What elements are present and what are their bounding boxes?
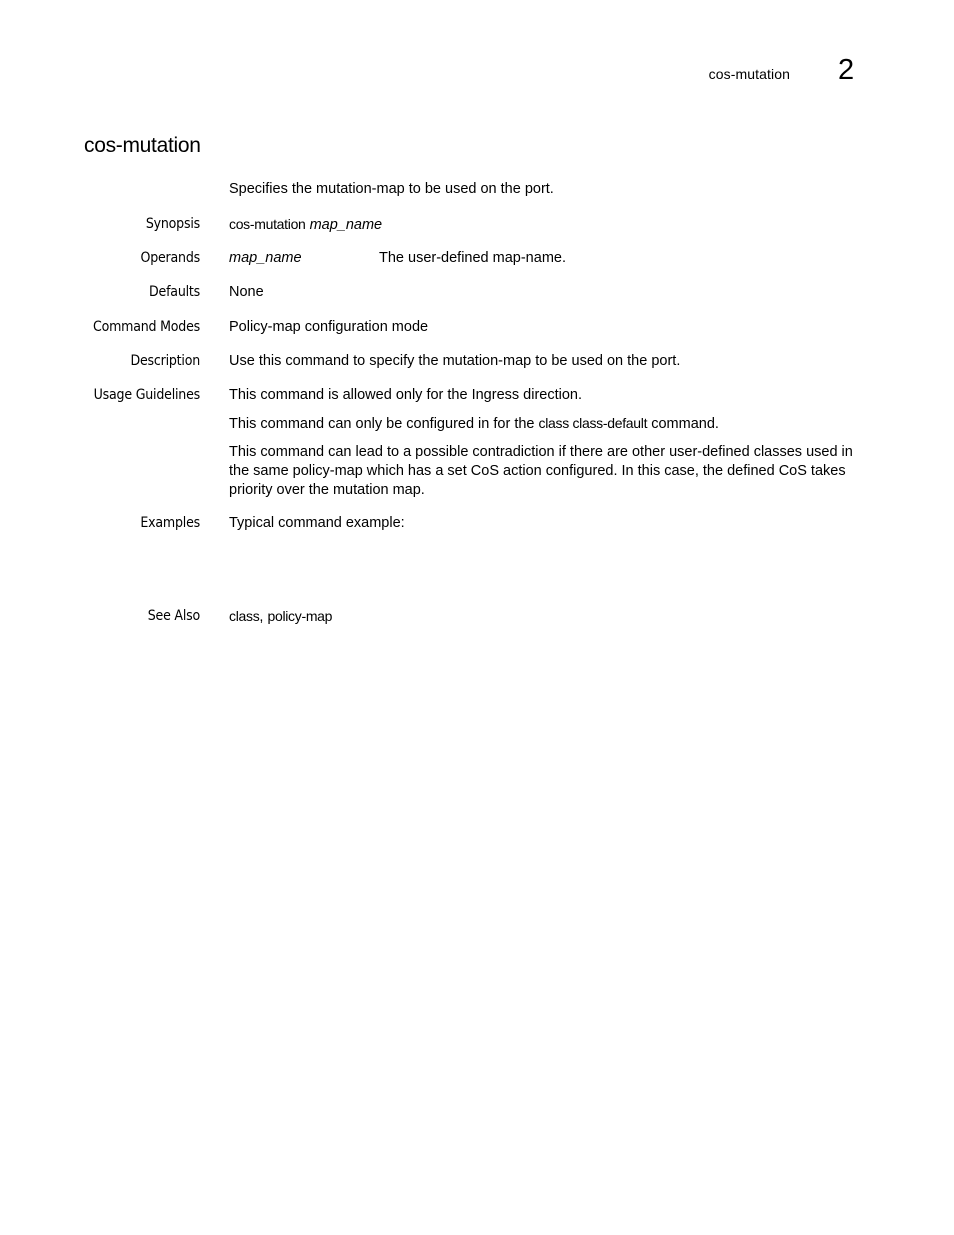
usage-guidelines-label: Usage Guidelines [93, 387, 200, 403]
see-also-label: See Also [147, 608, 200, 624]
examples-label: Examples [140, 515, 200, 531]
command-modes-label: Command Modes [92, 319, 200, 335]
see-also-separator: , [259, 609, 268, 625]
chapter-number: 2 [838, 54, 855, 86]
description-value: Use this command to specify the mutation-map to be used on the port. [229, 353, 681, 369]
operand-name: map_name [229, 250, 302, 266]
synopsis-command: cos-mutation [229, 216, 306, 232]
usage-p2-text-before: This command can only be configured in for the [229, 416, 539, 432]
defaults-value: None [229, 284, 264, 300]
see-also-link-policy-map[interactable]: policy-map [267, 608, 333, 624]
see-also-link-class[interactable]: class [229, 608, 260, 624]
operands-label: Operands [140, 250, 200, 266]
running-head: cos-mutation [708, 66, 790, 82]
usage-paragraph-3: This command can lead to a possible contradiction if there are other user-defined classes used in the same policy-map which has a set CoS action configured. In this case, the defined CoS takes priority over the mutation map. [229, 444, 853, 498]
synopsis-label: Synopsis [145, 216, 200, 232]
usage-p2-command: class class-default [538, 415, 648, 431]
intro-text: Specifies the mutation-map to be used on the port. [229, 181, 554, 197]
usage-paragraph-1: This command is allowed only for the Ingress direction. [229, 387, 582, 403]
usage-p2-text-after: command. [647, 416, 719, 432]
examples-value: Typical command example: [229, 515, 405, 531]
command-modes-value: Policy-map configuration mode [229, 319, 429, 335]
synopsis-argument: map_name [309, 217, 383, 233]
defaults-label: Defaults [149, 284, 200, 300]
page-title: cos-mutation [84, 134, 201, 157]
description-label: Description [130, 353, 200, 369]
usage-paragraph-2 [229, 414, 874, 434]
operand-description: The user-defined map-name. [379, 250, 566, 266]
